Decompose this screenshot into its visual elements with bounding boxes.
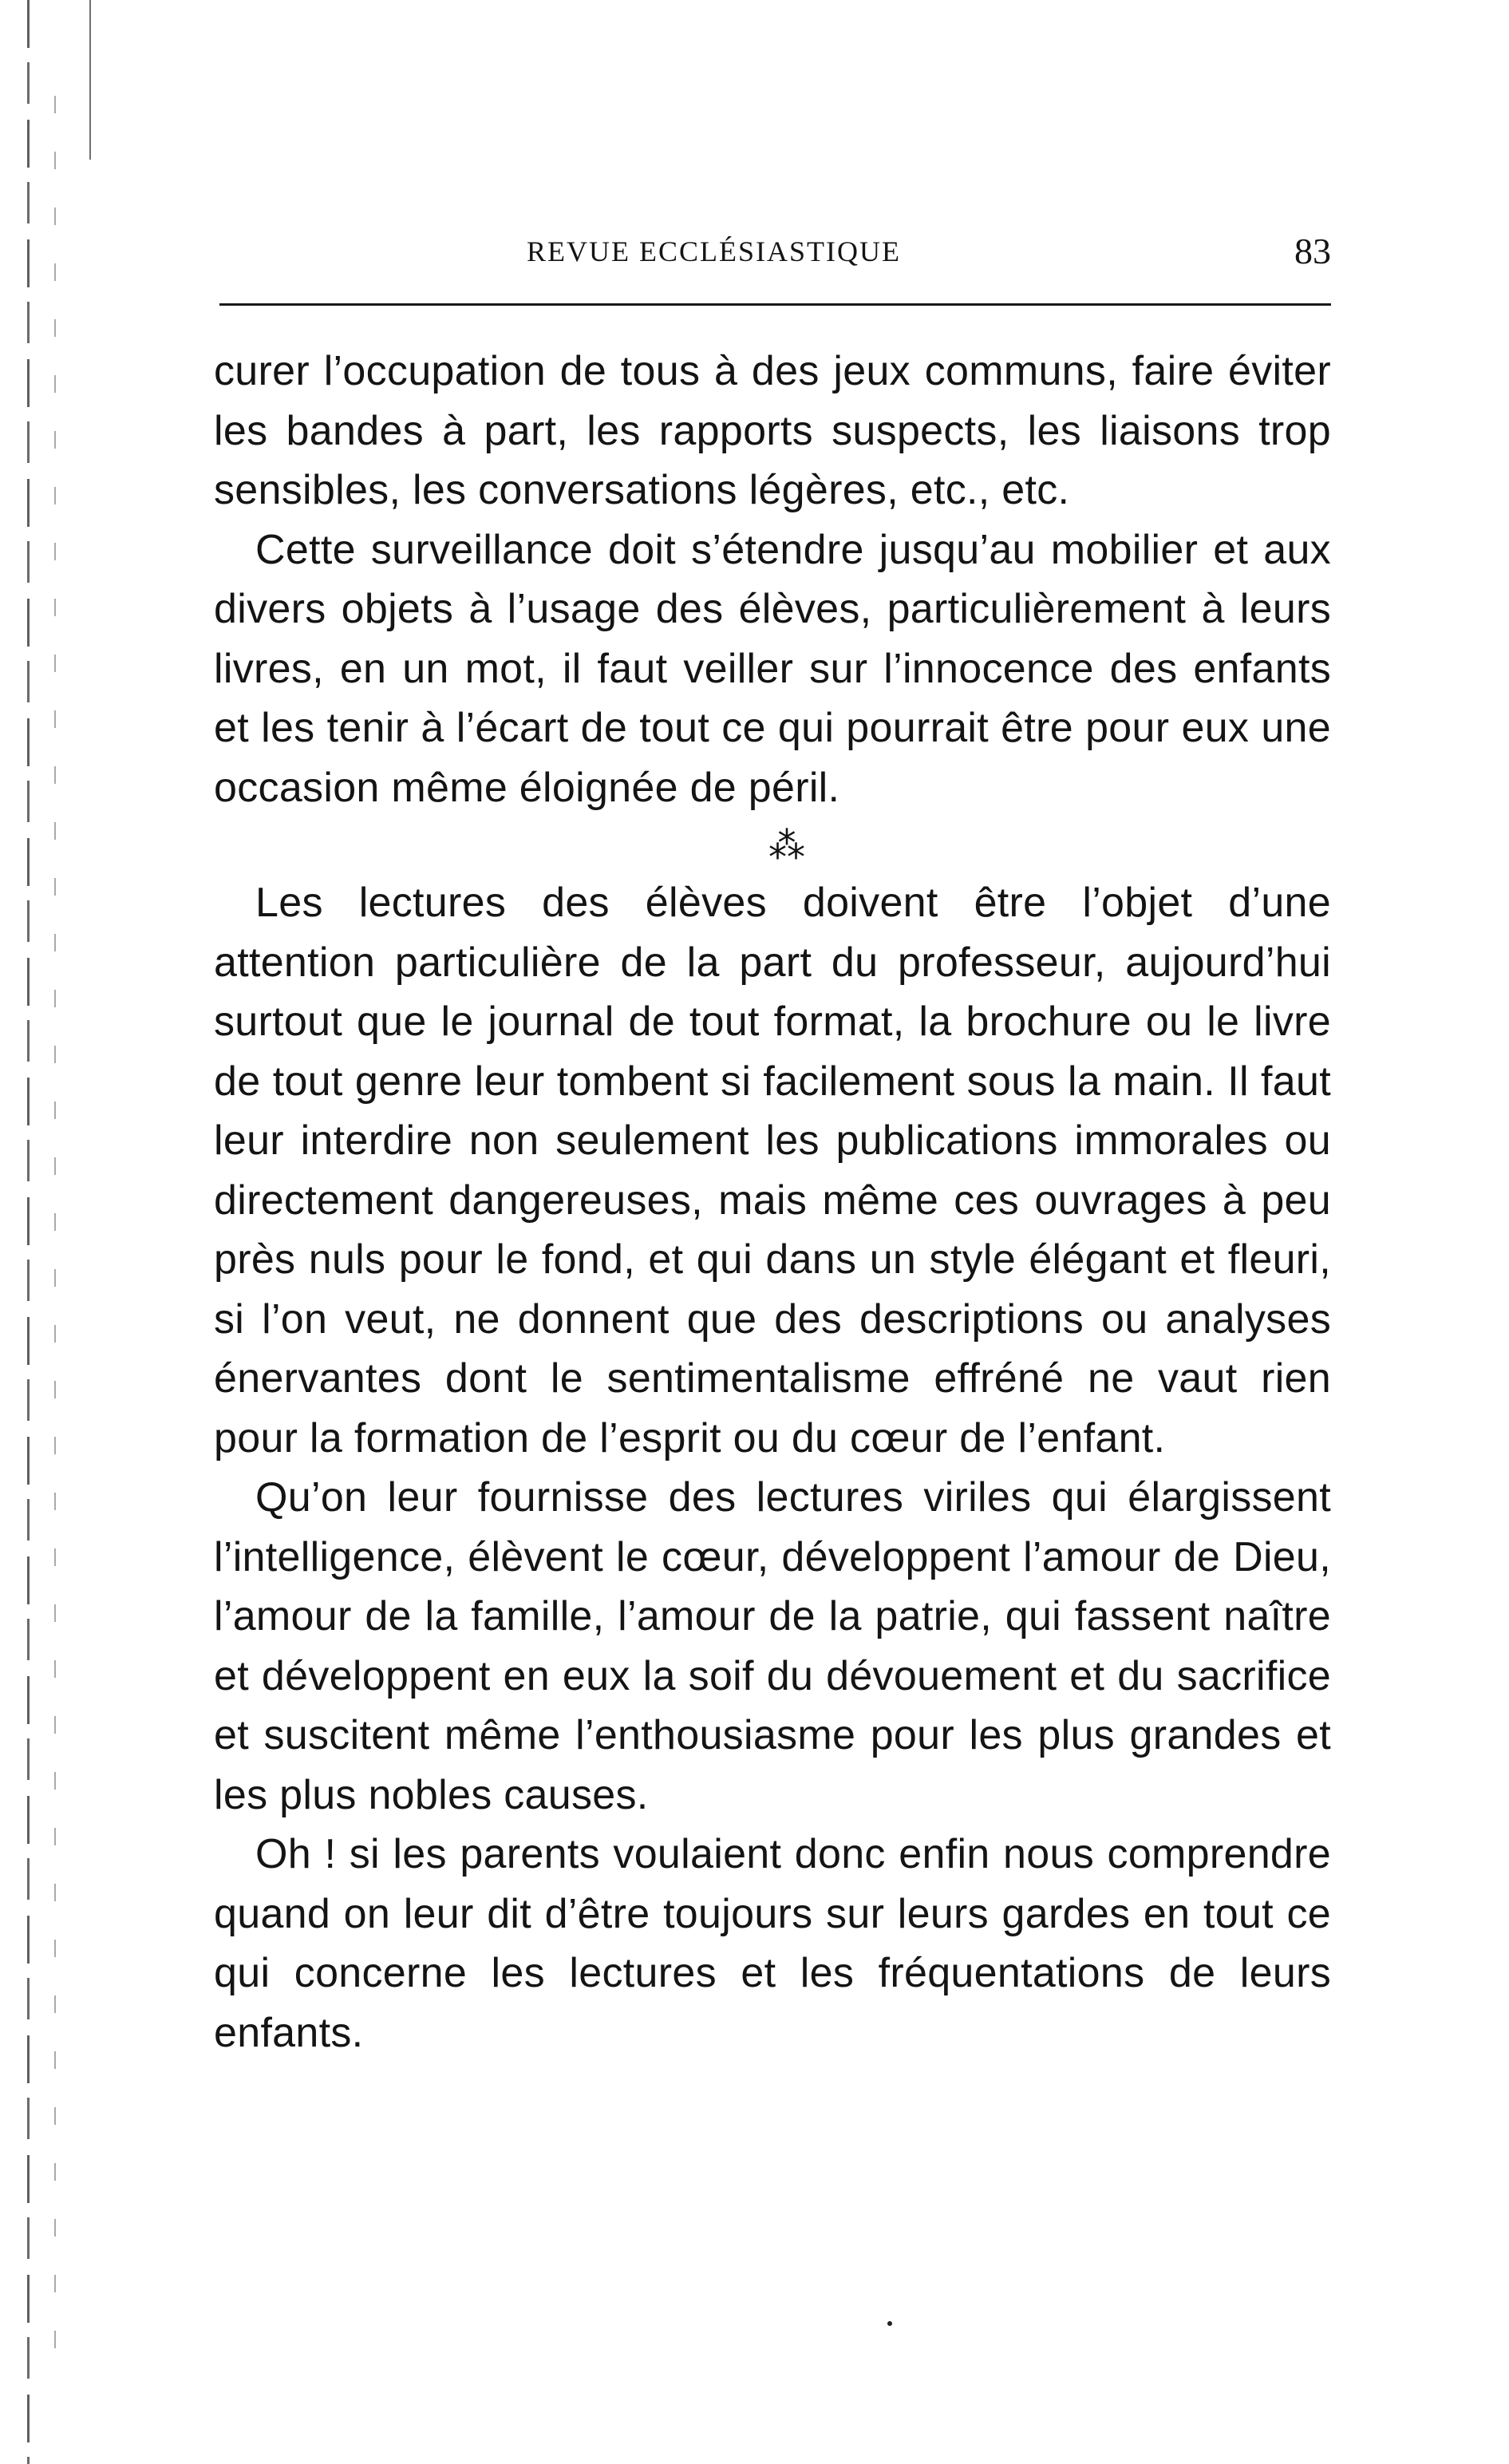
body-text — [214, 342, 1331, 2063]
scan-edge-mark — [27, 0, 30, 2464]
asterism-divider: ⁂ — [768, 825, 808, 866]
page-header — [527, 230, 1331, 278]
paragraph: Les lectures des élèves doivent être l’objet d’une attention particulière de la part du professeur, aujourd’hui surtout que le journal de tout format, la brochure ou le livre de tout genre leur tombent si facilement sous la main. Il faut leur interdire non seulement les publications immorales ou directement dangereuses, mais même ces ouvrages à peu près nuls pour le fond, et qui dans un style élégant et fleuri, si l’on veut, ne donnent que des descriptions ou analyses énervantes dont le sentimentalisme effréné ne vaut rien pour la formation de l’esprit ou du cœur de l’enfant. — [214, 880, 1331, 1461]
scan-edge-mark — [89, 0, 91, 160]
paragraph: Qu’on leur fournisse des lectures viriles qui élargissent l’intelligence, élèvent le cœur, développent l’amour de Dieu, l’amour de la famille, l’amour de la patrie, qui fassent naître et développent en eux la soif du dévouement et du sacrifice et suscitent même l’enthousiasme pour les plus grandes et les plus nobles causes. — [214, 1474, 1331, 1818]
paragraph: Cette surveillance doit s’étendre jusqu’au mobilier et aux divers objets à l’usage des élèves, particulièrement à leurs livres, en un mot, il faut veiller sur l’innocence des enfants et les tenir à l’écart de tout ce qui pourrait être pour eux une occasion même éloignée de péril. — [214, 526, 1331, 811]
running-title: REVUE ECCLÉSIASTIQUE — [527, 235, 901, 267]
paragraph: curer l’occupation de tous à des jeux communs, faire éviter les bandes à part, les rapports suspects, les liaisons trop sensibles, les conversations légères, etc., etc. — [214, 348, 1331, 513]
paragraph: Oh ! si les parents voulaient donc enfin nous comprendre quand on leur dit d’être toujours sur leurs gardes en tout ce qui concerne les lectures et les fréquentations de leurs enfants. — [214, 1831, 1331, 2056]
page-number: 83 — [1294, 231, 1331, 271]
ink-speck — [887, 2321, 892, 2326]
header-rule — [219, 303, 1331, 306]
scan-edge-mark — [54, 96, 56, 2379]
